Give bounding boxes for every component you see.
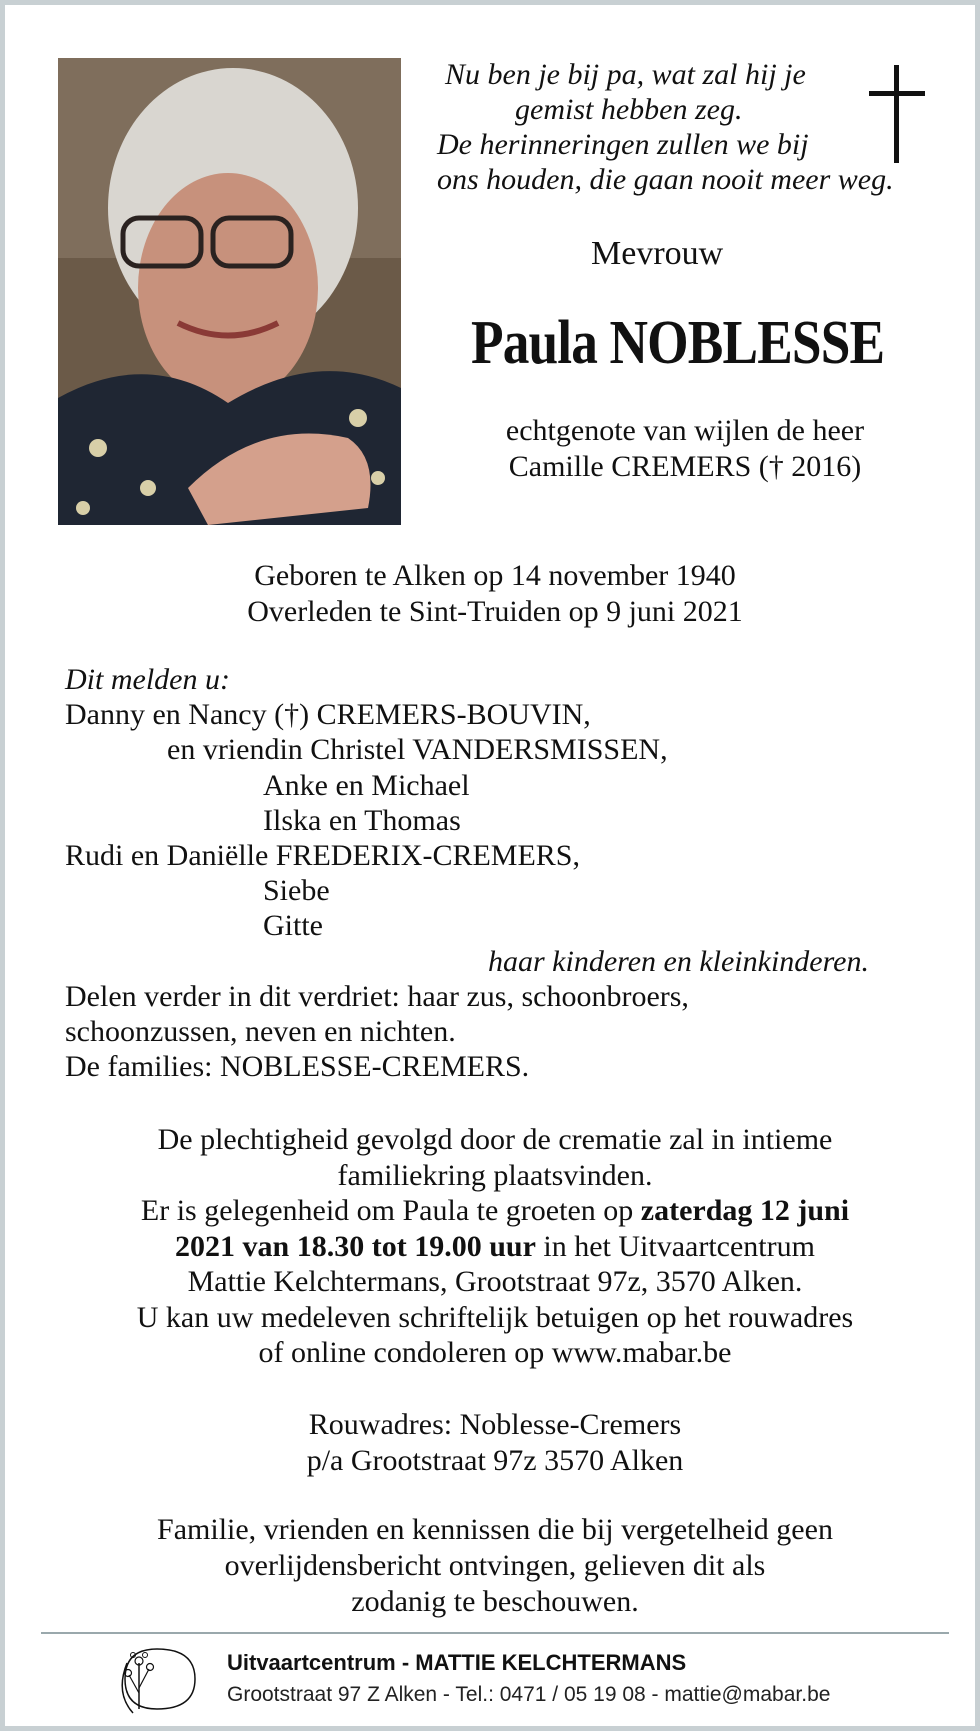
birth-line: Geboren te Alken op 14 november 1940 [254, 559, 736, 592]
family-line: Danny en Nancy (†) CREMERS-BOUVIN, [65, 698, 591, 732]
death-line: Overleden te Sint-Truiden op 9 juni 2021 [247, 595, 743, 628]
ceremony-info [45, 1122, 945, 1371]
poem-line: Nu ben je bij pa, wat zal hij je [445, 58, 806, 91]
funeral-home-contact: Grootstraat 97 Z Alken - Tel.: 0471 / 05 19 08 - mattie@mabar.be [227, 1683, 831, 1706]
ceremony-line: of online condoleren op www.mabar.be [258, 1336, 732, 1369]
poem-line: ons houden, die gaan nooit meer weg. [437, 163, 894, 196]
family-intro: Dit melden u: [65, 663, 230, 696]
ceremony-text: in het Uitvaartcentrum [535, 1229, 815, 1263]
life-dates [65, 558, 925, 630]
flower-logo-icon [105, 1643, 205, 1715]
address-line: Rouwadres: Noblesse-Cremers [308, 1408, 682, 1441]
ceremony-line [45, 1193, 945, 1229]
spouse-line: echtgenote van wijlen de heer [505, 414, 865, 447]
honorific: Mevrouw [591, 235, 724, 272]
visitation-date: zaterdag 12 juni [640, 1194, 850, 1227]
mourning-address [45, 1407, 945, 1479]
ceremony-line: familiekring plaatsvinden. [337, 1158, 653, 1192]
funeral-home-name: Uitvaartcentrum - MATTIE KELCHTERMANS [227, 1650, 687, 1675]
family-line: Rudi en Daniëlle FREDERIX-CREMERS, [65, 839, 580, 873]
family-line: Gitte [263, 909, 323, 943]
family-others: schoonzussen, neven en nichten. [65, 1015, 456, 1049]
family-list [65, 662, 935, 1084]
ceremony-line: U kan uw medeleven schriftelijk betuigen op het rouwadres [136, 1300, 854, 1334]
family-line: Siebe [263, 874, 330, 908]
ceremony-line: Mattie Kelchtermans, Grootstraat 97z, 3570 Alken. [187, 1265, 803, 1298]
ceremony-line [45, 1229, 945, 1265]
family-others: De families: NOBLESSE-CREMERS. [65, 1050, 530, 1084]
family-others: Delen verder in dit verdriet: haar zus, schoonbroers, [65, 979, 689, 1013]
footer-divider [41, 1632, 949, 1634]
cross-icon [869, 65, 925, 163]
poem-line: De herinneringen zullen we bij [437, 128, 809, 161]
deceased-name: Paula NOBLESSE [471, 309, 885, 377]
closing-notice [45, 1512, 945, 1620]
notice-line: overlijdensbericht ontvingen, gelieven dit als [224, 1549, 766, 1582]
poem [423, 57, 923, 197]
address-line: p/a Grootstraat 97z 3570 Alken [306, 1444, 684, 1477]
family-line: en vriendin Christel VANDERSMISSEN, [167, 733, 668, 767]
portrait-photo [58, 58, 401, 525]
family-line: Ilska en Thomas [263, 803, 461, 837]
notice-line: zodanig te beschouwen. [351, 1585, 639, 1618]
family-line: Anke en Michael [263, 768, 470, 802]
family-relation: haar kinderen en kleinkinderen. [488, 944, 869, 978]
ceremony-line: De plechtigheid gevolgd door de crematie zal in intieme [157, 1123, 833, 1156]
spouse-line: Camille CREMERS († 2016) [508, 450, 862, 483]
spouse-info [425, 413, 945, 485]
ceremony-text: Er is gelegenheid om Paula te groeten op [140, 1194, 641, 1227]
poem-line: gemist hebben zeg. [515, 93, 743, 126]
visitation-time: 2021 van 18.30 tot 19.00 uur [175, 1229, 536, 1263]
notice-line: Familie, vrienden en kennissen die bij vergetelheid geen [157, 1513, 833, 1546]
